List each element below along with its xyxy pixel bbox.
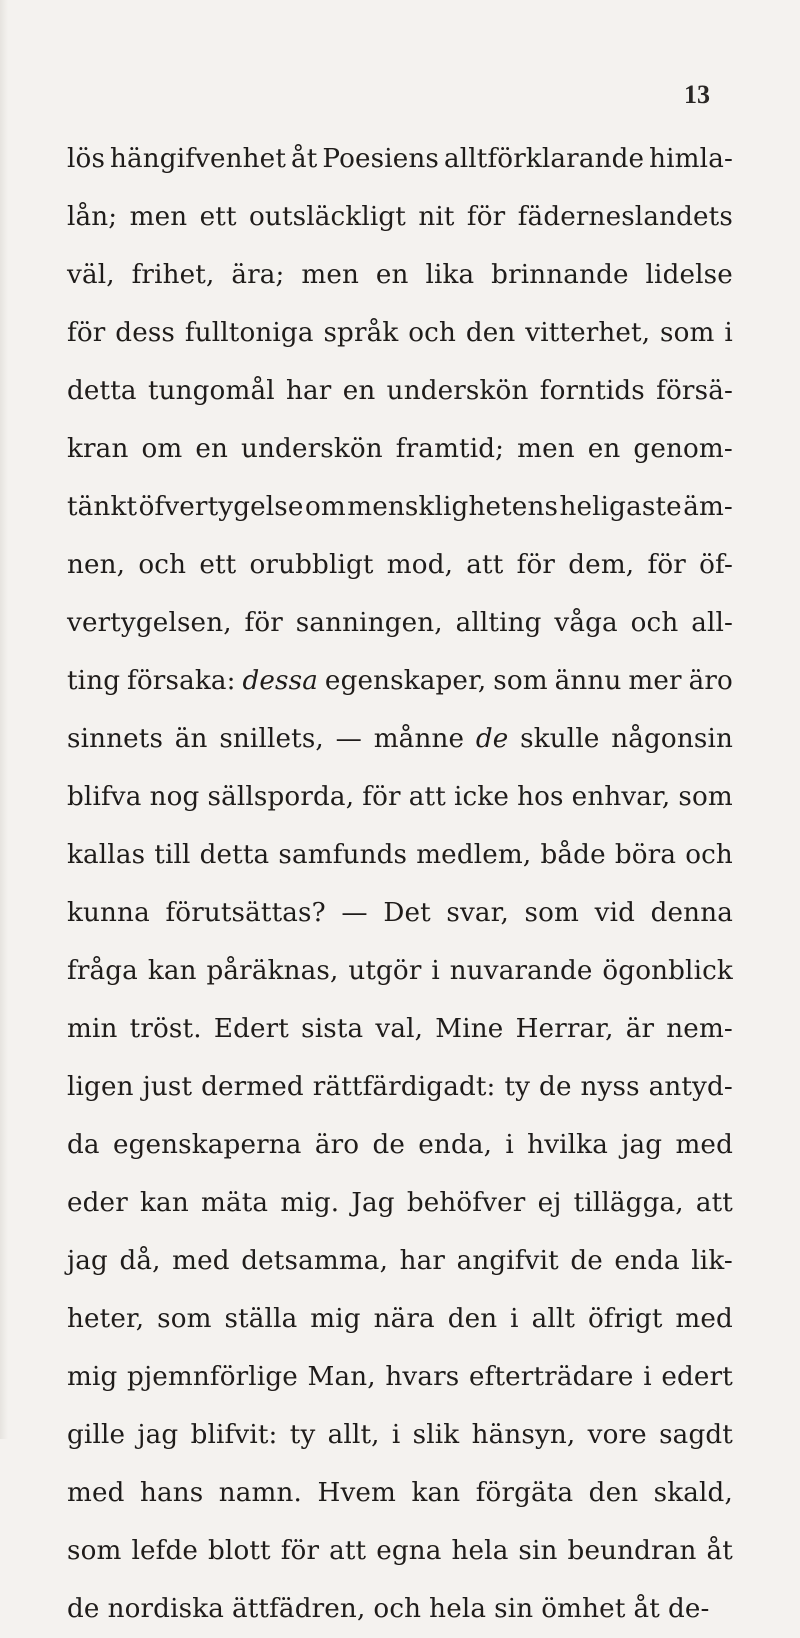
word: än [174, 724, 208, 754]
word: lefde [131, 1536, 199, 1566]
word: enhvar, [571, 782, 671, 812]
word: både [540, 840, 606, 870]
word: efterträdare [469, 1362, 634, 1392]
text-line [67, 1406, 733, 1464]
word: nordiska [107, 1594, 224, 1624]
word: blifvit: [190, 1420, 278, 1450]
word: dem, [568, 550, 635, 580]
word: hänsyn, [471, 1420, 576, 1450]
word: just [142, 1072, 193, 1102]
body-text [67, 130, 733, 1638]
text-line [67, 1464, 733, 1522]
word: denna [650, 898, 733, 928]
word: förgäta [475, 1478, 574, 1508]
word: snillets, [219, 724, 324, 754]
word: orubbligt [249, 550, 374, 580]
word: Edert [213, 1014, 289, 1044]
word: som [678, 782, 733, 812]
word: detta [67, 376, 137, 406]
word: hela [451, 1536, 509, 1566]
word: en [375, 260, 409, 290]
word: rättfärdigadt: [312, 1072, 496, 1102]
word: öfvertygelse [138, 492, 304, 522]
word: Poesiens [322, 144, 439, 174]
page-gutter [0, 0, 8, 1439]
word: Man, [307, 1362, 376, 1392]
text-line [67, 710, 733, 768]
word: nit [418, 202, 455, 232]
word: Hvem [317, 1478, 397, 1508]
word: hos [517, 782, 564, 812]
word: lik- [691, 1246, 733, 1276]
word: en [587, 434, 621, 464]
word: lån; [67, 202, 118, 232]
word: åt [290, 144, 318, 174]
word: enda, [418, 1130, 493, 1160]
word: den [465, 318, 516, 348]
word: Det [383, 898, 431, 928]
word: detta [199, 840, 270, 870]
word: namn. [218, 1478, 303, 1508]
word: allt [531, 1304, 576, 1334]
word: för [67, 318, 106, 348]
word: fäderneslandets [517, 202, 733, 232]
word: jag [621, 1130, 663, 1160]
word: tröst. [129, 1014, 202, 1044]
word: dermed [201, 1072, 304, 1102]
word: och [685, 840, 733, 870]
word: blifva [67, 782, 142, 812]
word: Mine [435, 1014, 504, 1044]
word: för [362, 782, 401, 812]
word: som [660, 318, 715, 348]
word: dess [115, 318, 176, 348]
word: med [675, 1130, 733, 1160]
word: ty [504, 1072, 531, 1102]
word: nyss [580, 1072, 640, 1102]
word: nära [373, 1304, 435, 1334]
word: — [341, 898, 368, 928]
word: ett [199, 202, 237, 232]
word: lös [67, 144, 106, 174]
word: de [372, 1130, 406, 1160]
word: öf- [699, 550, 733, 580]
text-line [67, 884, 733, 942]
word: de [67, 1594, 100, 1624]
word: kallas [67, 840, 146, 870]
word: frihet, [131, 260, 215, 290]
word: ännu [554, 666, 622, 696]
word: att [695, 1188, 733, 1218]
word: tänkt [67, 492, 138, 522]
word: vid [594, 898, 636, 928]
word: för [466, 202, 506, 232]
word: hela [429, 1594, 487, 1624]
text-line [67, 1290, 733, 1348]
word: öfrigt [587, 1304, 663, 1334]
word: den [447, 1304, 498, 1334]
word: sin [494, 1594, 534, 1624]
word: ättfädren, [231, 1594, 366, 1624]
word: i [510, 1304, 519, 1334]
word: slik [412, 1420, 460, 1450]
word: med [67, 1478, 125, 1508]
word: Jag [351, 1188, 395, 1218]
word: kran [67, 434, 129, 464]
word: för [244, 608, 283, 638]
word: ömhet [541, 1594, 626, 1624]
text-line [67, 304, 733, 362]
word: förutsättas? [165, 898, 326, 928]
word: vitterhet, [525, 318, 651, 348]
word: kunna [67, 898, 150, 928]
word: vertygelsen, [67, 608, 232, 638]
text-line [67, 594, 733, 652]
italic-word: de [475, 724, 509, 754]
word: nen, [67, 550, 126, 580]
word: egenskaper, [324, 666, 487, 696]
text-line [67, 1116, 733, 1174]
word: påräknas, [206, 956, 339, 986]
word: vore [587, 1420, 647, 1450]
word: sagdt [659, 1420, 733, 1450]
text-line [67, 652, 733, 710]
word: angifvit [456, 1246, 559, 1276]
word: de [539, 1072, 572, 1102]
text-line [67, 1232, 733, 1290]
word: da [67, 1130, 100, 1160]
word: enda [614, 1246, 680, 1276]
word: jag [137, 1420, 179, 1450]
text-line [67, 1580, 733, 1638]
word: sinnets [67, 724, 164, 754]
word: någonsin [611, 724, 733, 754]
word: och [408, 318, 456, 348]
word: om [141, 434, 183, 464]
word: Herrar, [515, 1014, 614, 1044]
word: framtid; [395, 434, 505, 464]
word: och [138, 550, 187, 580]
word: ögonblick [602, 956, 733, 986]
word: att [329, 1536, 367, 1566]
word: att [466, 550, 504, 580]
word: fråga [67, 956, 138, 986]
text-line [67, 942, 733, 1000]
word: eder [67, 1188, 128, 1218]
word: edert [661, 1362, 733, 1392]
text-line [67, 536, 733, 594]
word: som [67, 1536, 122, 1566]
word: men [517, 434, 575, 464]
word: äro [314, 1130, 360, 1160]
word: försaka: [127, 666, 236, 696]
word: pjemnförlige [127, 1362, 298, 1392]
word: genom- [633, 434, 733, 464]
word: de- [667, 1594, 710, 1624]
word: böra [614, 840, 677, 870]
word: lidelse [645, 260, 733, 290]
word: för [516, 550, 556, 580]
word: sanningen, [295, 608, 443, 638]
word: underskön [241, 434, 383, 464]
word: mig [67, 1362, 118, 1392]
word: med [172, 1246, 230, 1276]
word: och [373, 1594, 422, 1624]
word: och [630, 608, 679, 638]
word: medlem, [416, 840, 532, 870]
word: min [67, 1014, 118, 1044]
word: hvars [385, 1362, 460, 1392]
word: åt [633, 1594, 660, 1624]
text-line [67, 246, 733, 304]
word: svar, [446, 898, 509, 928]
word: underskön [386, 376, 529, 406]
word: mäta [200, 1188, 269, 1218]
word: kan [147, 956, 197, 986]
text-line [67, 1522, 733, 1580]
word: sin [518, 1536, 558, 1566]
word: jag [67, 1246, 108, 1276]
word: egna [376, 1536, 442, 1566]
word: forntids [539, 376, 645, 406]
page-number: 13 [684, 80, 710, 109]
word: de [570, 1246, 603, 1276]
word: våga [554, 608, 618, 638]
word: ting [67, 666, 121, 696]
word: språk [323, 318, 399, 348]
word: är [625, 1014, 655, 1044]
text-line [67, 826, 733, 884]
word: mensklighetens [347, 492, 559, 522]
word: nog [149, 782, 200, 812]
text-line [67, 1348, 733, 1406]
word: hängifvenhet [109, 144, 287, 174]
word: försä- [656, 376, 733, 406]
text-line [67, 1000, 733, 1058]
word: nuvarande [449, 956, 593, 986]
word: för [280, 1536, 320, 1566]
word: till [154, 840, 191, 870]
word: behöfver [406, 1188, 526, 1218]
text-line [67, 188, 733, 246]
word: att [408, 782, 446, 812]
word: egenskaperna [112, 1130, 302, 1160]
word: den [588, 1478, 639, 1508]
word: detsamma, [241, 1246, 389, 1276]
word: ära; [231, 260, 285, 290]
word: i [391, 1420, 401, 1450]
word: i [643, 1362, 652, 1392]
word: äm- [683, 492, 733, 522]
word: i [724, 318, 733, 348]
word: om [304, 492, 346, 522]
word: ett [199, 550, 237, 580]
word: beundran [567, 1536, 697, 1566]
text-line [67, 362, 733, 420]
word: fulltoniga [184, 318, 314, 348]
word: med [675, 1304, 733, 1334]
word: himla- [649, 144, 733, 174]
word: tillägga, [573, 1188, 684, 1218]
word: hans [139, 1478, 204, 1508]
word: allt, [327, 1420, 380, 1450]
word: har [286, 376, 332, 406]
word: åt [706, 1536, 733, 1566]
word: ligen [67, 1072, 134, 1102]
word: kan [140, 1188, 189, 1218]
word: men [129, 202, 188, 232]
word: all- [691, 608, 733, 638]
word: mig. [280, 1188, 340, 1218]
word: icke [453, 782, 509, 812]
word: i [505, 1130, 514, 1160]
word: ty [289, 1420, 316, 1450]
word: skald, [653, 1478, 733, 1508]
word: allting [455, 608, 542, 638]
word: men [301, 260, 360, 290]
word: då, [119, 1246, 161, 1276]
word: väl, [67, 260, 115, 290]
word: ej [537, 1188, 562, 1218]
text-line [67, 478, 733, 536]
word: heter, [67, 1304, 145, 1334]
word: mer [628, 666, 682, 696]
italic-word: dessa [242, 666, 319, 696]
word: för [647, 550, 686, 580]
word: outsläckligt [249, 202, 406, 232]
text-line [67, 768, 733, 826]
word: ställa [224, 1304, 298, 1334]
word: mod, [386, 550, 454, 580]
word: mig [310, 1304, 361, 1334]
word: nem- [666, 1014, 733, 1044]
word: lika [425, 260, 475, 290]
word: har [399, 1246, 446, 1276]
word: sista [301, 1014, 364, 1044]
word: heligaste [559, 492, 682, 522]
text-line [67, 420, 733, 478]
word: en [195, 434, 229, 464]
word: — [335, 724, 362, 754]
word: som [157, 1304, 212, 1334]
word: brinnande [491, 260, 629, 290]
word: blott [208, 1536, 271, 1566]
word: kan [411, 1478, 461, 1508]
word: tungomål [147, 376, 275, 406]
word: en [342, 376, 376, 406]
text-line [67, 1058, 733, 1116]
word: antyd- [648, 1072, 733, 1102]
word: sällsporda, [207, 782, 355, 812]
word: månne [373, 724, 465, 754]
word: val, [375, 1014, 424, 1044]
word: gille [67, 1420, 126, 1450]
word: utgör [348, 956, 422, 986]
word: äro [688, 666, 733, 696]
word: hvilka [527, 1130, 608, 1160]
word: alltförklarande [443, 144, 645, 174]
word: i [431, 956, 440, 986]
word: samfunds [278, 840, 408, 870]
word: som [493, 666, 548, 696]
text-line [67, 1174, 733, 1232]
word: som [524, 898, 580, 928]
text-line [67, 130, 733, 188]
word: skulle [520, 724, 600, 754]
